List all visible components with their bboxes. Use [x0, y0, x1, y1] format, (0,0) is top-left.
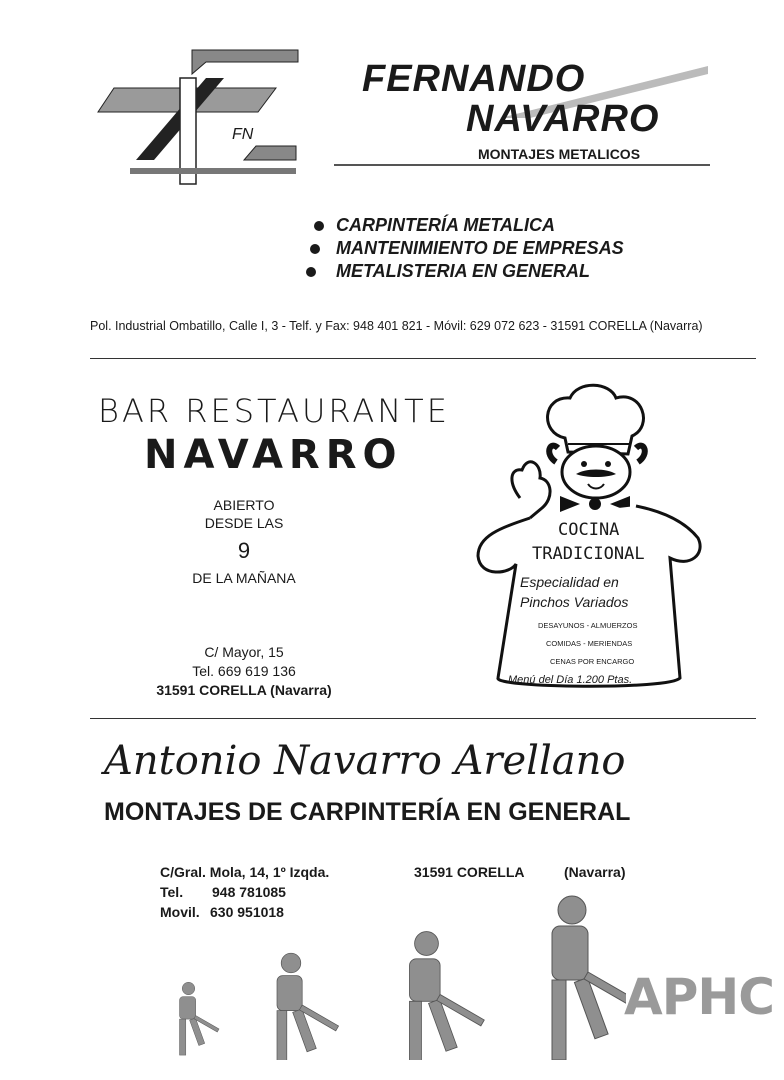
hours-number: 9: [237, 538, 251, 563]
restaurant-phone: Tel. 669 619 136: [192, 663, 296, 679]
section-divider: [90, 718, 756, 719]
hours-line2: DESDE LAS: [204, 515, 284, 531]
service-item: CARPINTERÍA METALICA: [336, 215, 555, 235]
chef-menu-text: [470, 378, 710, 696]
chef-line8: Menú del Día 1.200 Ptas.: [508, 674, 633, 686]
chef-line3: Especialidad en: [520, 574, 619, 590]
hours-line1: ABIERTO: [213, 497, 275, 513]
ad3-mobile: 630 951018: [210, 904, 284, 920]
restaurant-title: BAR RESTAURANTE: [98, 392, 450, 430]
restaurant-street: C/ Mayor, 15: [204, 644, 284, 660]
hours-line3: DE LA MAÑANA: [192, 570, 296, 586]
company-subtitle: MONTAJES METALICOS: [478, 146, 641, 162]
fn-logo: [96, 48, 306, 188]
chef-line1: COCINA: [558, 520, 620, 540]
chef-line6: COMIDAS - MERIENDAS: [546, 639, 633, 648]
ad3-tel-label: Tel.: [160, 884, 184, 900]
contact-address: Pol. Industrial Ombatillo, Calle I, 3 - Telf. y Fax: 948 401 821 - Móvil: 629 072 623 - 31591 CORELLA (Navarra): [90, 319, 703, 333]
bullet-icon: [306, 267, 316, 277]
underline: [334, 164, 710, 166]
company-name-line1: FERNANDO: [362, 58, 586, 100]
worker-figures-illustration: [166, 890, 626, 1060]
ad3-city: 31591 CORELLA: [414, 864, 525, 880]
logo-text: FN: [232, 126, 254, 143]
ad3-street: C/Gral. Mola, 14, 1º Izqda.: [160, 864, 330, 880]
watermark-text: APHC: [624, 968, 774, 1026]
chef-line7: CENAS POR ENCARGO: [550, 657, 635, 666]
chef-line4: Pinchos Variados: [520, 594, 629, 610]
ad3-tel: 948 781085: [212, 884, 286, 900]
service-item: MANTENIMIENTO DE EMPRESAS: [336, 238, 624, 258]
service-item: METALISTERIA EN GENERAL: [336, 261, 591, 281]
restaurant-city: 31591 CORELLA (Navarra): [156, 682, 332, 698]
company-name-line2: NAVARRO: [466, 98, 660, 140]
bullet-icon: [310, 244, 320, 254]
chef-line5: DESAYUNOS - ALMUERZOS: [538, 621, 638, 630]
bullet-icon: [314, 221, 324, 231]
section-divider: [90, 358, 756, 359]
ad3-region: (Navarra): [564, 864, 626, 880]
ad3-headline: MONTAJES DE CARPINTERÍA EN GENERAL: [104, 798, 631, 826]
owner-name: Antonio Navarro Arellano: [104, 738, 626, 784]
chef-line2: TRADICIONAL: [532, 544, 645, 564]
restaurant-name: NAVARRO: [144, 432, 403, 478]
ad3-mobile-label: Movil.: [160, 904, 200, 920]
